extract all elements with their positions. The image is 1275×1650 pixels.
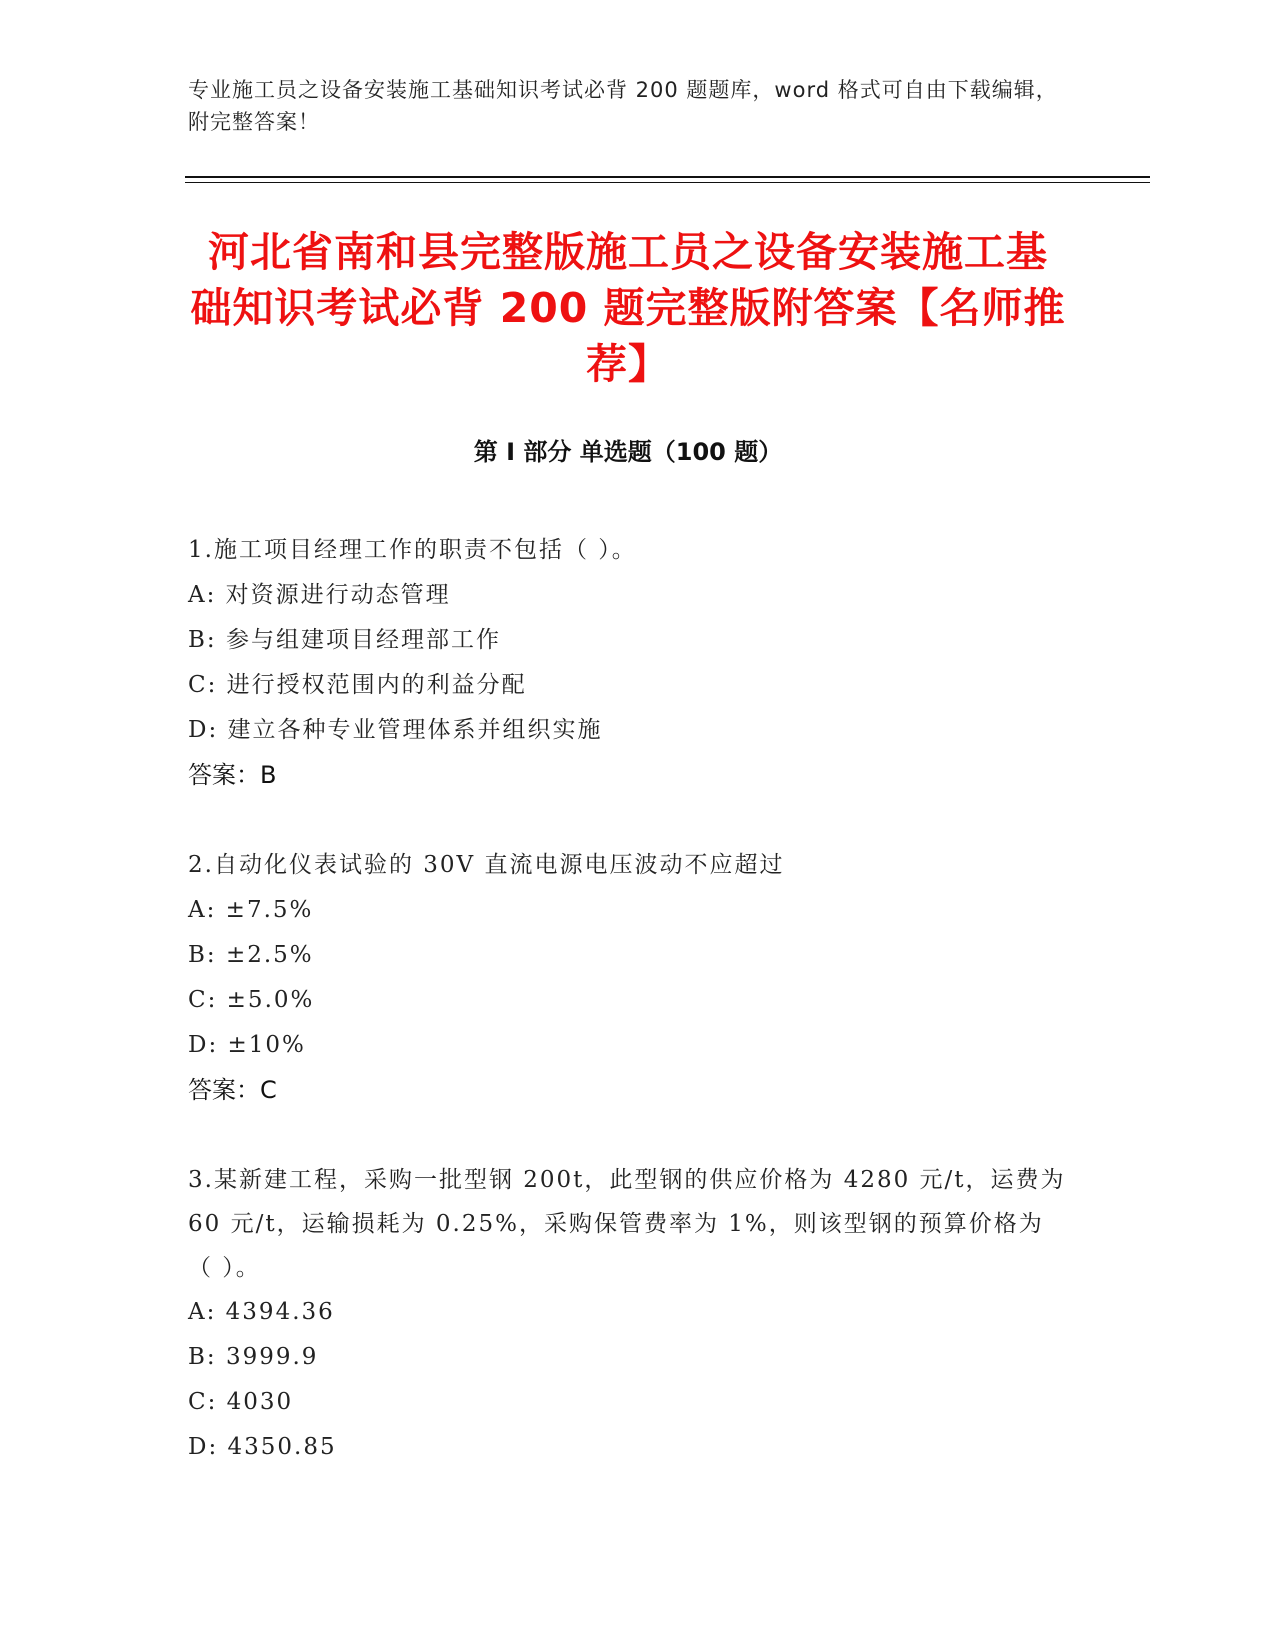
answer: 答案：C [188, 1076, 277, 1104]
option-c: C: 进行授权范围内的利益分配 [188, 672, 527, 698]
header-divider [185, 176, 1150, 178]
question-3 [188, 1158, 1068, 1470]
option-b: B: 参与组建项目经理部工作 [188, 627, 501, 653]
header-note: 专业施工员之设备安装施工基础知识考试必背 200 题题库，word 格式可自由下载编辑，附完整答案！ [188, 78, 1058, 134]
document-title: 河北省南和县完整版施工员之设备安装施工基础知识考试必背 200 题完整版附答案【名师推荐】 [190, 228, 1066, 388]
section-heading: 第 I 部分 单选题（100 题） [473, 438, 783, 466]
question-stem: 2.自动化仪表试验的 30V 直流电源电压波动不应超过 [188, 852, 785, 878]
option-d: D: ±10% [188, 1032, 306, 1058]
option-d: D: 建立各种专业管理体系并组织实施 [188, 717, 603, 743]
option-c: C: ±5.0% [188, 987, 315, 1013]
question-stem: 1.施工项目经理工作的职责不包括（ ）。 [188, 537, 637, 563]
option-a: A: ±7.5% [188, 897, 314, 923]
option-a: A: 4394.36 [188, 1299, 335, 1325]
question-2 [188, 843, 1068, 1113]
option-c: C: 4030 [188, 1389, 294, 1415]
option-d: D: 4350.85 [188, 1434, 337, 1460]
option-a: A: 对资源进行动态管理 [188, 582, 451, 608]
question-list [188, 528, 1068, 1515]
answer: 答案：B [188, 761, 277, 789]
option-b: B: 3999.9 [188, 1344, 319, 1370]
question-1 [188, 528, 1068, 798]
question-stem: 3.某新建工程，采购一批型钢 200t，此型钢的供应价格为 4280 元/t，运费为 60 元/t，运输损耗为 0.25%，采购保管费率为 1%，则该型钢的预算价格为（ ）。 [188, 1167, 1066, 1281]
header-divider-thin [185, 182, 1150, 183]
option-b: B: ±2.5% [188, 942, 314, 968]
